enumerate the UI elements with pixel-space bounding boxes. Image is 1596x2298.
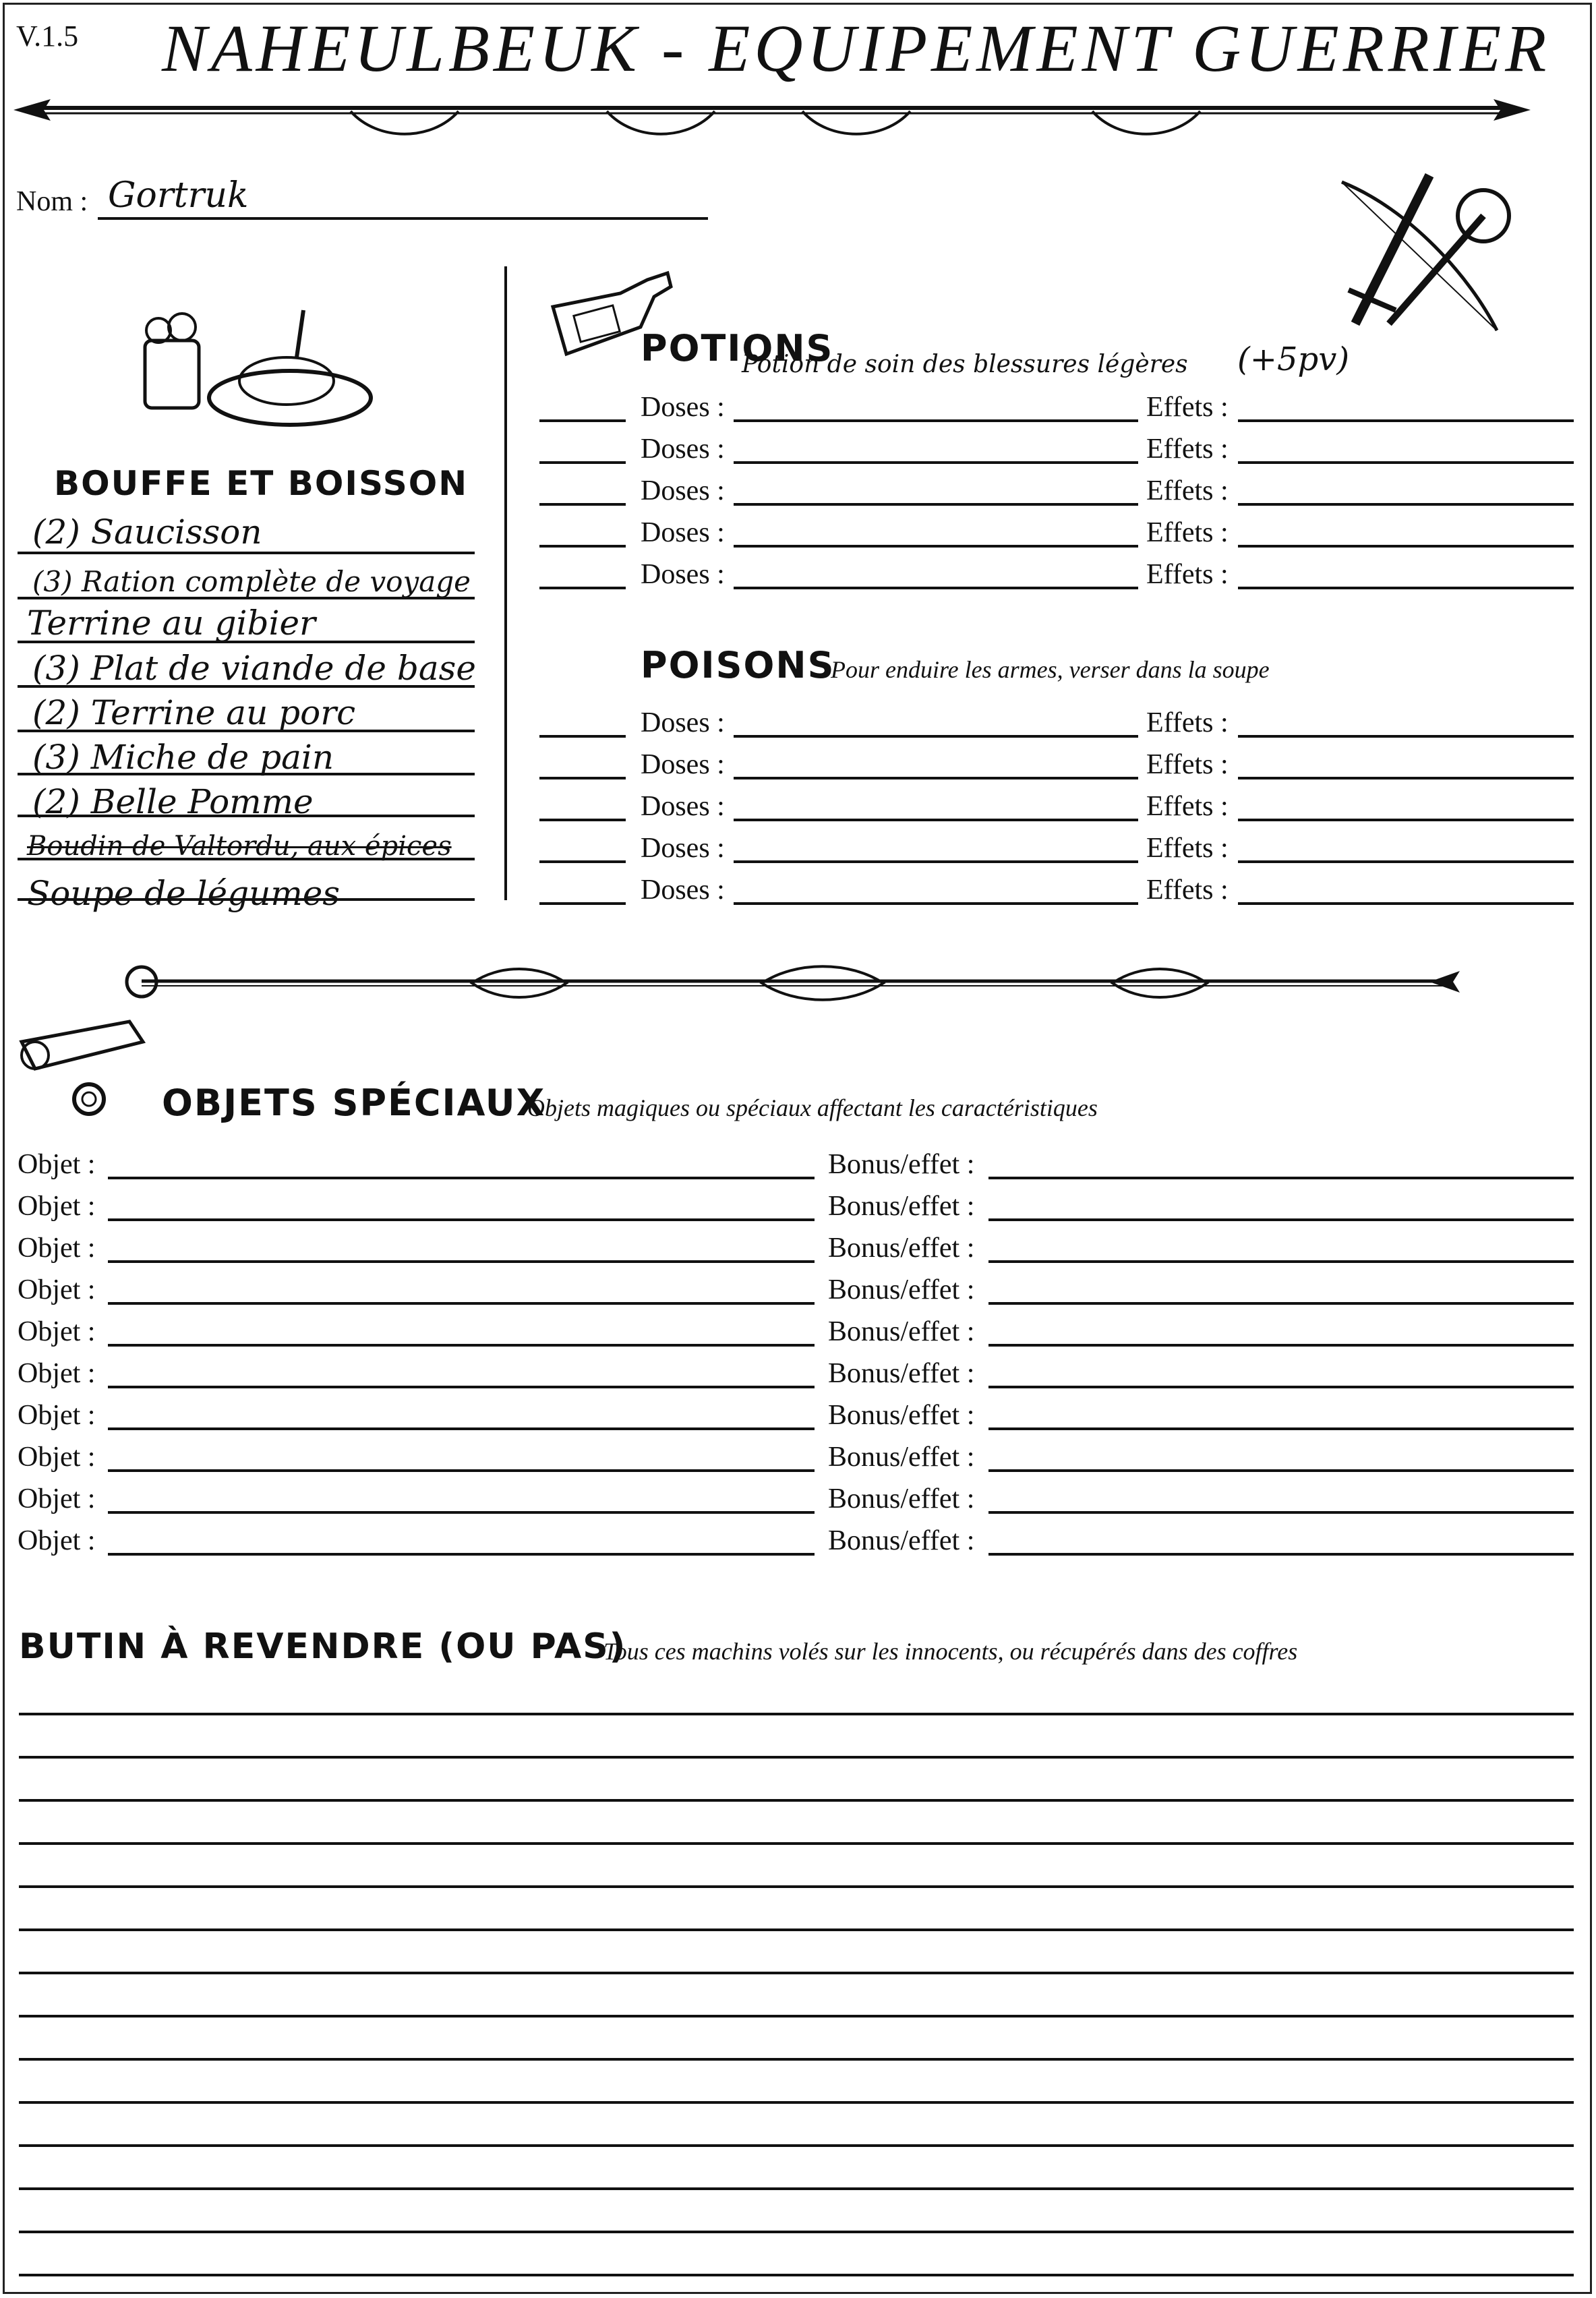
food-item: (3) Miche de pain [32,738,334,777]
objet-label: Objet : [18,1525,96,1556]
objet-label: Objet : [18,1358,96,1389]
bonus-line[interactable] [988,1469,1574,1472]
objet-line[interactable] [108,1511,815,1514]
potion-check-line[interactable] [539,461,626,464]
food-item: Terrine au gibier [27,603,316,643]
potion-doses-label: Doses : [641,392,725,423]
name-value[interactable]: Gortruk [108,175,249,216]
potion-note: Potion de soin des blessures légères [742,351,1188,378]
potion-effets-label: Effets : [1146,434,1229,465]
spear-divider-icon [13,84,1531,148]
objet-label: Objet : [18,1149,96,1180]
loot-line[interactable] [19,1756,1574,1759]
potion-doses-line[interactable] [734,503,1138,506]
poison-doses-label: Doses : [641,833,725,864]
loot-line[interactable] [19,1972,1574,1974]
poison-check-line[interactable] [539,860,626,863]
poison-doses-line[interactable] [734,735,1138,738]
potion-effets-line[interactable] [1238,503,1574,506]
bonus-label: Bonus/effet : [828,1149,975,1180]
objet-line[interactable] [108,1260,815,1263]
poison-effets-line[interactable] [1238,902,1574,905]
poison-effets-label: Effets : [1146,749,1229,780]
food-line [18,773,475,775]
bonus-label: Bonus/effet : [828,1316,975,1347]
potion-check-line[interactable] [539,419,626,422]
bonus-label: Bonus/effet : [828,1442,975,1473]
loot-line[interactable] [19,1885,1574,1888]
potion-effets-line[interactable] [1238,419,1574,422]
bonus-label: Bonus/effet : [828,1191,975,1222]
loot-line[interactable] [19,1799,1574,1802]
poison-doses-label: Doses : [641,791,725,822]
potion-effets-line[interactable] [1238,587,1574,589]
objet-label: Objet : [18,1442,96,1473]
poison-effets-line[interactable] [1238,819,1574,821]
scroll-ring-icon [15,1015,156,1123]
potion-doses-label: Doses : [641,517,725,548]
bonus-line[interactable] [988,1427,1574,1430]
potion-doses-label: Doses : [641,434,725,465]
loot-line[interactable] [19,2274,1574,2276]
food-item: (3) Plat de viande de base [32,649,476,688]
poison-effets-label: Effets : [1146,707,1229,738]
food-item: (2) Terrine au porc [32,693,356,732]
food-line [18,858,475,860]
potion-effets-line[interactable] [1238,461,1574,464]
bonus-line[interactable] [988,1386,1574,1388]
bonus-line[interactable] [988,1511,1574,1514]
potion-doses-label: Doses : [641,559,725,590]
bonus-line[interactable] [988,1260,1574,1263]
potion-doses-label: Doses : [641,475,725,506]
loot-line[interactable] [19,2187,1574,2190]
poison-effets-line[interactable] [1238,860,1574,863]
food-line [18,898,475,901]
bonus-label: Bonus/effet : [828,1274,975,1305]
objet-line[interactable] [108,1344,815,1347]
objet-label: Objet : [18,1400,96,1431]
objet-line[interactable] [108,1302,815,1305]
bonus-line[interactable] [988,1302,1574,1305]
loot-line[interactable] [19,1928,1574,1931]
potion-effets-label: Effets : [1146,559,1229,590]
weapons-icon [1322,155,1524,337]
potion-check-line[interactable] [539,503,626,506]
bonus-line[interactable] [988,1553,1574,1556]
potion-note-effect: (+5pv) [1237,341,1350,378]
bonus-label: Bonus/effet : [828,1483,975,1514]
loot-line[interactable] [19,2015,1574,2017]
page-title: NAHEULBEUK - EQUIPEMENT GUERRIER [162,11,1551,86]
potion-doses-line[interactable] [734,419,1138,422]
food-item: (3) Ration complète de voyage [32,565,471,598]
food-line [18,641,475,643]
poison-doses-label: Doses : [641,707,725,738]
food-line [18,685,475,688]
poison-effets-line[interactable] [1238,777,1574,779]
loot-line[interactable] [19,1713,1574,1715]
bonus-label: Bonus/effet : [828,1400,975,1431]
bonus-label: Bonus/effet : [828,1233,975,1264]
food-item: Boudin de Valtordu, aux épices [27,831,452,862]
potion-check-line[interactable] [539,545,626,548]
potion-check-line[interactable] [539,587,626,589]
bonus-line[interactable] [988,1177,1574,1179]
poison-check-line[interactable] [539,777,626,779]
food-line [18,597,475,599]
poison-check-line[interactable] [539,735,626,738]
bonus-line[interactable] [988,1218,1574,1221]
objet-label: Objet : [18,1274,96,1305]
objet-line[interactable] [108,1218,815,1221]
loot-subtitle: Tous ces machins volés sur les innocents, ou récupérés dans des coffres [603,1638,1298,1665]
poison-check-line[interactable] [539,819,626,821]
poison-effets-label: Effets : [1146,833,1229,864]
food-item: Soupe de légumes [27,874,340,913]
potion-doses-line[interactable] [734,587,1138,589]
poison-check-line[interactable] [539,902,626,905]
special-title: OBJETS SPÉCIAUX [162,1082,546,1124]
poison-effets-label: Effets : [1146,791,1229,822]
poisons-subtitle: Pour enduire les armes, verser dans la soupe [831,656,1270,683]
objet-line[interactable] [108,1469,815,1472]
loot-title: BUTIN À REVENDRE (OU PAS) [19,1626,627,1667]
food-line [18,815,475,817]
column-separator [504,266,507,900]
poison-doses-line[interactable] [734,819,1138,821]
food-line [18,552,475,554]
bonus-line[interactable] [988,1344,1574,1347]
objet-label: Objet : [18,1316,96,1347]
name-underline [98,217,708,220]
potion-effets-label: Effets : [1146,517,1229,548]
poison-doses-line[interactable] [734,860,1138,863]
special-subtitle: Objets magiques ou spéciaux affectant les caractéristiques [527,1094,1098,1121]
poison-doses-line[interactable] [734,777,1138,779]
poison-effets-line[interactable] [1238,735,1574,738]
loot-line[interactable] [19,2101,1574,2104]
objet-label: Objet : [18,1483,96,1514]
poison-doses-label: Doses : [641,875,725,906]
potion-doses-line[interactable] [734,461,1138,464]
objet-line[interactable] [108,1386,815,1388]
potions-title: POTIONS [641,327,834,370]
potion-doses-line[interactable] [734,545,1138,548]
food-title: BOUFFE ET BOISSON [54,464,469,503]
food-plate-icon [135,303,378,432]
bonus-label: Bonus/effet : [828,1525,975,1556]
potion-effets-label: Effets : [1146,475,1229,506]
poison-effets-label: Effets : [1146,875,1229,906]
bonus-label: Bonus/effet : [828,1358,975,1389]
food-line [18,730,475,732]
loot-line[interactable] [19,2144,1574,2147]
staff-divider-icon [121,958,1463,1005]
potion-effets-label: Effets : [1146,392,1229,423]
loot-line[interactable] [19,2058,1574,2061]
objet-label: Objet : [18,1191,96,1222]
loot-line[interactable] [19,1842,1574,1845]
poison-doses-label: Doses : [641,749,725,780]
objet-line[interactable] [108,1427,815,1430]
name-label: Nom : [16,186,88,217]
objet-label: Objet : [18,1233,96,1264]
objet-line[interactable] [108,1177,815,1179]
food-item: (2) Saucisson [32,512,262,552]
version-label: V.1.5 [16,20,79,53]
potion-effets-line[interactable] [1238,545,1574,548]
poisons-title: POISONS [641,644,835,686]
food-item: (2) Belle Pomme [32,782,314,821]
loot-line[interactable] [19,2231,1574,2233]
poison-doses-line[interactable] [734,902,1138,905]
objet-line[interactable] [108,1553,815,1556]
